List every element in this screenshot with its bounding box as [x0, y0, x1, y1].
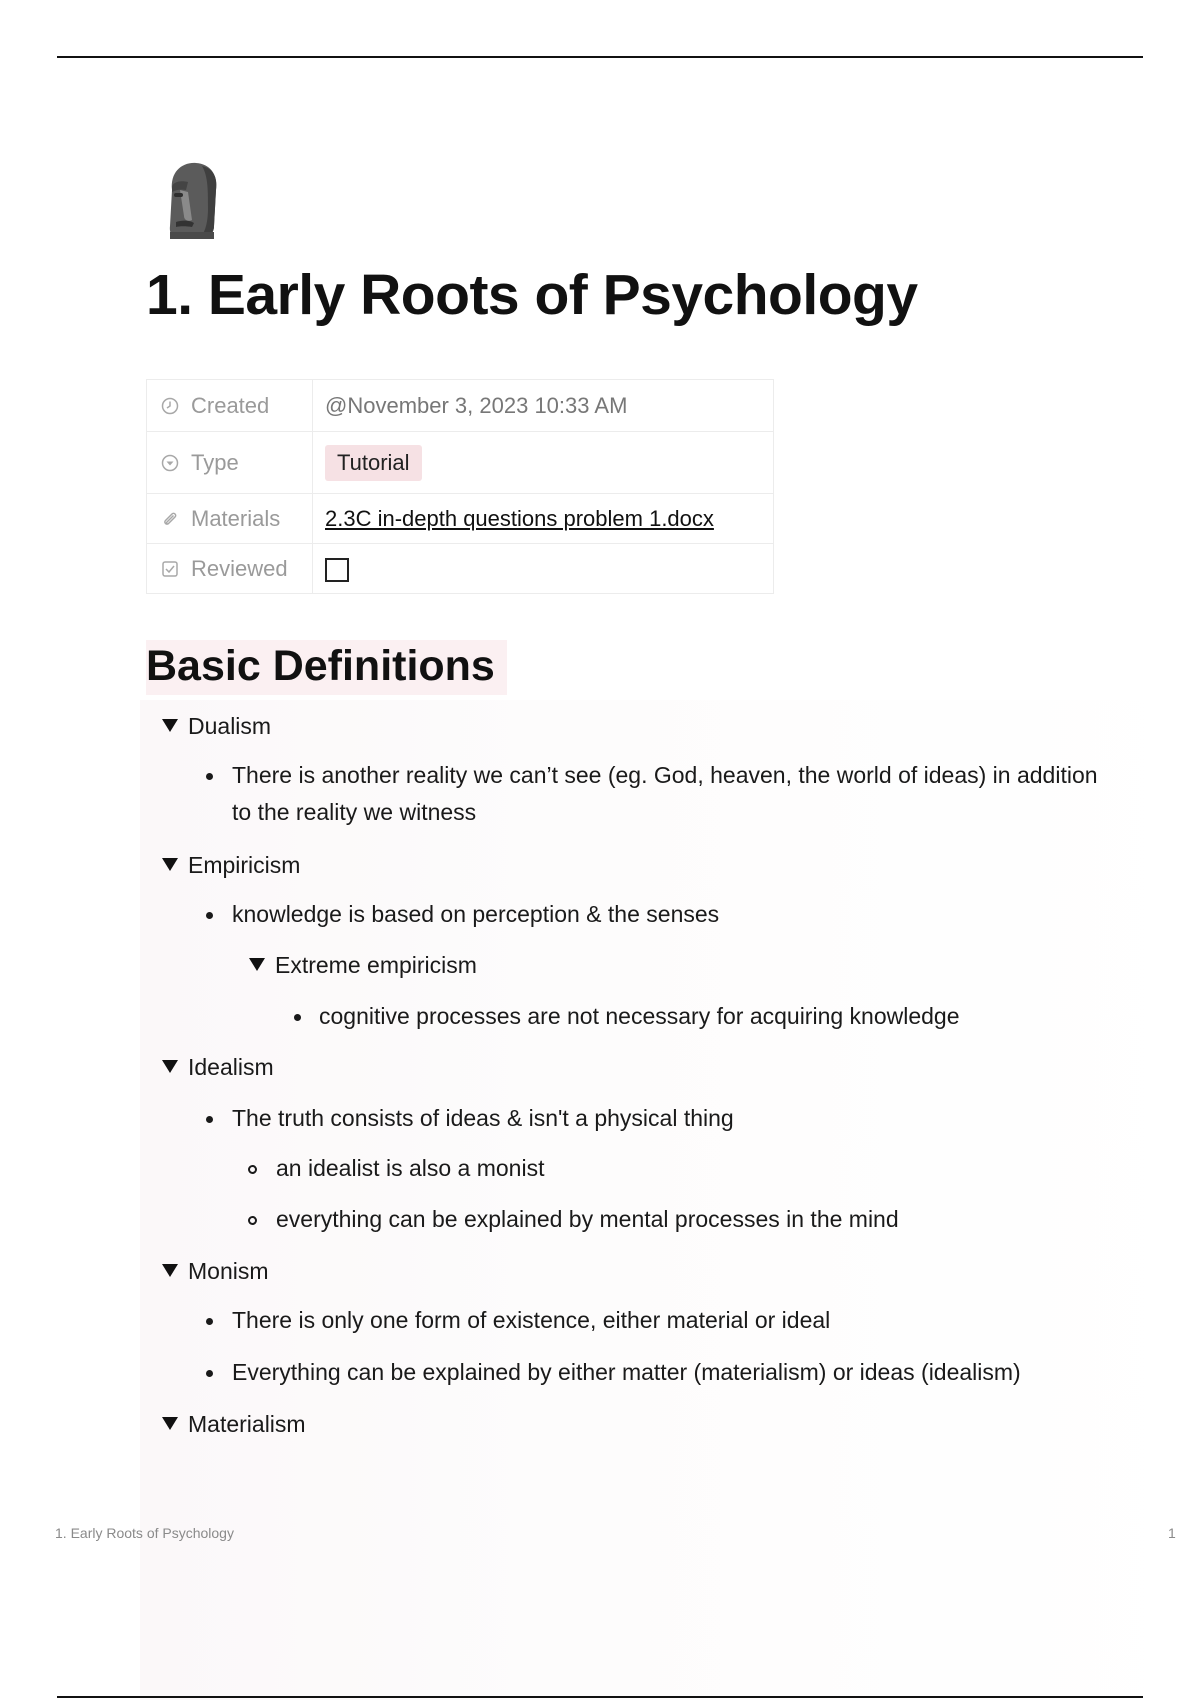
toggle-triangle-icon[interactable] — [162, 1060, 178, 1073]
bullet-dot — [206, 1116, 213, 1123]
list-item: There is only one form of existence, either material or ideal — [232, 1307, 831, 1333]
created-value: @November 3, 2023 10:33 AM — [313, 380, 774, 432]
list-item: There is another reality we can’t see (eg. God, heaven, the world of ideas) in addition to the reality we witness — [232, 762, 1098, 825]
footer-title: 1. Early Roots of Psychology — [55, 1525, 234, 1541]
properties-table — [146, 379, 774, 594]
property-row-reviewed — [147, 544, 774, 594]
materials-file-link[interactable]: 2.3C in-depth questions problem 1.docx — [325, 505, 714, 531]
toggle-extreme-empiricism[interactable] — [249, 952, 477, 979]
bullet-dot — [206, 1318, 213, 1325]
list-item: cognitive processes are not necessary for acquiring knowledge — [319, 1003, 960, 1029]
toggle-label: Materialism — [188, 1411, 306, 1437]
type-tag[interactable]: Tutorial — [325, 445, 422, 481]
toggle-triangle-icon[interactable] — [162, 719, 178, 732]
property-label: Reviewed — [191, 555, 288, 581]
footer-page-number: 1 — [1168, 1525, 1176, 1541]
list-item: Everything can be explained by either matter (materialism) or ideas (idealism) — [232, 1359, 1021, 1385]
checkbox-icon — [161, 560, 179, 578]
property-label-cell — [147, 494, 313, 544]
property-row-type — [147, 432, 774, 494]
property-label-cell — [147, 544, 313, 594]
page-background-tint — [140, 700, 1200, 1700]
toggle-triangle-icon[interactable] — [162, 1417, 178, 1430]
reviewed-checkbox[interactable] — [325, 558, 349, 582]
toggle-triangle-icon[interactable] — [249, 958, 265, 971]
moai-icon — [158, 160, 224, 242]
materials-value-cell — [313, 494, 774, 544]
property-label-cell — [147, 380, 313, 432]
list-item: knowledge is based on perception & the senses — [232, 901, 720, 927]
paperclip-icon — [161, 510, 179, 528]
property-label: Type — [191, 449, 239, 475]
toggle-dualism[interactable] — [162, 713, 271, 740]
bullet-ring — [248, 1165, 257, 1174]
bullet-dot — [294, 1014, 301, 1021]
toggle-idealism[interactable] — [162, 1054, 274, 1081]
reviewed-value-cell — [313, 544, 774, 594]
top-rule — [57, 56, 1143, 58]
toggle-label: Dualism — [188, 713, 272, 739]
list-item: an idealist is also a monist — [276, 1155, 545, 1181]
clock-icon — [161, 397, 179, 415]
select-icon — [161, 454, 179, 472]
toggle-monism[interactable] — [162, 1258, 269, 1285]
bullet-ring — [248, 1216, 257, 1225]
bullet-dot — [206, 1370, 213, 1377]
property-label: Materials — [191, 505, 281, 531]
list-item: The truth consists of ideas & isn't a physical thing — [232, 1105, 734, 1131]
bullet-dot — [206, 773, 213, 780]
toggle-triangle-icon[interactable] — [162, 858, 178, 871]
section-heading: Basic Definitions — [146, 640, 507, 695]
page-title: 1. Early Roots of Psychology — [146, 263, 918, 327]
property-label: Created — [191, 392, 270, 418]
bottom-rule — [57, 1696, 1143, 1698]
toggle-label: Idealism — [188, 1054, 274, 1080]
property-label-cell — [147, 432, 313, 494]
toggle-label: Monism — [188, 1258, 269, 1284]
list-item: everything can be explained by mental processes in the mind — [276, 1206, 899, 1232]
type-value-cell — [313, 432, 774, 494]
property-row-materials — [147, 494, 774, 544]
bullet-dot — [206, 912, 213, 919]
toggle-triangle-icon[interactable] — [162, 1264, 178, 1277]
property-row-created — [147, 380, 774, 432]
toggle-materialism[interactable] — [162, 1411, 306, 1438]
toggle-label: Empiricism — [188, 852, 301, 878]
toggle-empiricism[interactable] — [162, 852, 300, 879]
toggle-label: Extreme empiricism — [275, 952, 477, 978]
